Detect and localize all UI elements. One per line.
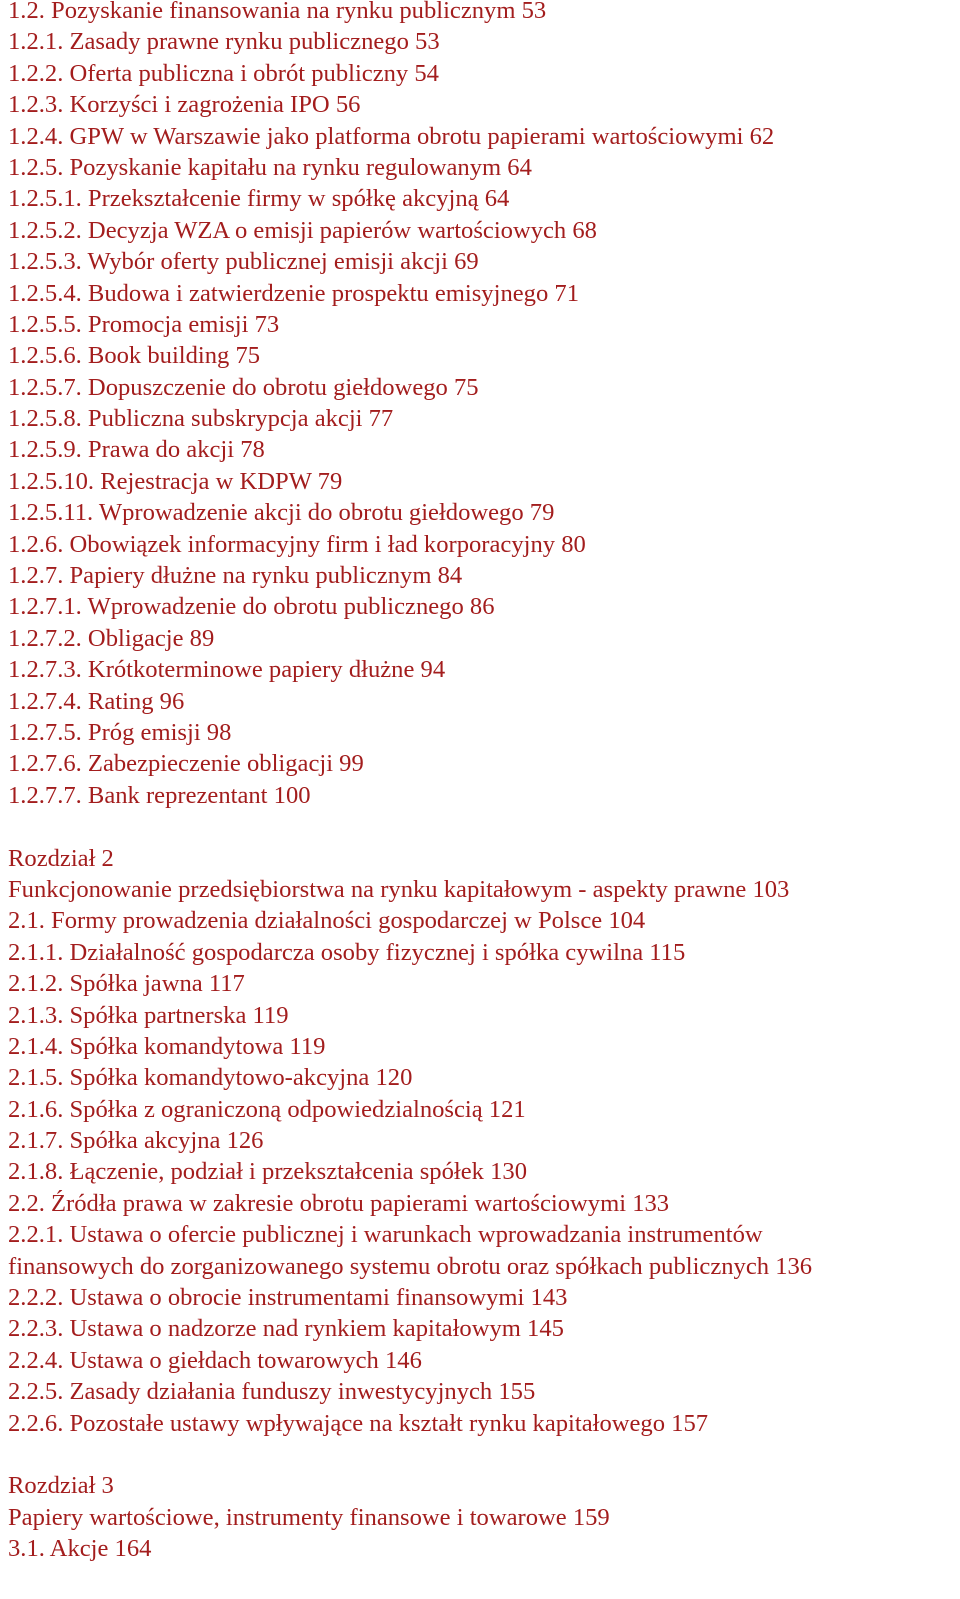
toc-entry: 1.2.7.1. Wprowadzenie do obrotu publicznego 86 [8, 593, 495, 621]
toc-entry: 2.1.8. Łączenie, podział i przekształcenia spółek 130 [8, 1158, 527, 1186]
toc-entry: 1.2.1. Zasady prawne rynku publicznego 53 [8, 28, 440, 56]
toc-entry: 1.2.4. GPW w Warszawie jako platforma obrotu papierami wartościowymi 62 [8, 122, 775, 150]
toc-entry: 1.2.5.10. Rejestracja w KDPW 79 [8, 467, 343, 495]
toc-entry: 2.1.5. Spółka komandytowo-akcyjna 120 [8, 1064, 413, 1092]
toc-entry: Papiery wartościowe, instrumenty finansowe i towarowe 159 [8, 1503, 610, 1531]
toc-entry: 2.2. Źródła prawa w zakresie obrotu papierami wartościowymi 133 [8, 1189, 670, 1217]
spacer [8, 1439, 953, 1470]
toc-entry: 2.1.3. Spółka partnerska 119 [8, 1001, 289, 1029]
toc-entry: 2.1.7. Spółka akcyjna 126 [8, 1127, 264, 1155]
toc-entry: 1.2.5.11. Wprowadzenie akcji do obrotu giełdowego 79 [8, 499, 555, 527]
toc-entry: 1.2.5.7. Dopuszczenie do obrotu giełdowego 75 [8, 373, 479, 401]
toc-entry: finansowych do zorganizowanego systemu obrotu oraz spółkach publicznych 136 [8, 1252, 813, 1280]
toc-entry: 2.2.6. Pozostałe ustawy wpływające na kształt rynku kapitałowego 157 [8, 1409, 709, 1437]
toc-entry: Rozdział 2 [8, 844, 114, 872]
toc-entry: 1.2.2. Oferta publiczna i obrót publiczny 54 [8, 59, 439, 87]
toc-entry: 1.2.5. Pozyskanie kapitału na rynku regulowanym 64 [8, 153, 532, 181]
toc-entry: 2.1.2. Spółka jawna 117 [8, 970, 245, 998]
toc-entry: 1.2.7.2. Obligacje 89 [8, 624, 215, 652]
toc-entry: 3.1. Akcje 164 [8, 1535, 152, 1563]
toc-entry: 1.2.7.6. Zabezpieczenie obligacji 99 [8, 750, 364, 778]
toc-entry: Rozdział 3 [8, 1472, 114, 1500]
toc-entry: 1.2.7.7. Bank reprezentant 100 [8, 781, 311, 809]
spacer [8, 811, 953, 842]
toc-entry: 2.1.1. Działalność gospodarcza osoby fizycznej i spółka cywilna 115 [8, 938, 686, 966]
toc-entry: 2.2.1. Ustawa o ofercie publicznej i warunkach wprowadzania instrumentów [8, 1221, 763, 1249]
toc-entry: 1.2.5.1. Przekształcenie firmy w spółkę akcyjną 64 [8, 185, 510, 213]
toc-entry: 1.2.3. Korzyści i zagrożenia IPO 56 [8, 91, 361, 119]
toc-entry: 1.2.5.8. Publiczna subskrypcja akcji 77 [8, 405, 394, 433]
toc-entry: 1.2.5.4. Budowa i zatwierdzenie prospektu emisyjnego 71 [8, 279, 579, 307]
toc-entry: 2.1.6. Spółka z ograniczoną odpowiedzialnością 121 [8, 1095, 526, 1123]
toc-entry: Funkcjonowanie przedsiębiorstwa na rynku kapitałowym - aspekty prawne 103 [8, 875, 790, 903]
toc-entry: 1.2.7.4. Rating 96 [8, 687, 185, 715]
toc-entry: 1.2.5.3. Wybór oferty publicznej emisji akcji 69 [8, 248, 479, 276]
toc-entry: 2.2.4. Ustawa o giełdach towarowych 146 [8, 1346, 422, 1374]
toc-entry: 2.1. Formy prowadzenia działalności gospodarczej w Polsce 104 [8, 907, 646, 935]
toc-entry: 2.2.3. Ustawa o nadzorze nad rynkiem kapitałowym 145 [8, 1315, 564, 1343]
toc-entry: 1.2.7. Papiery dłużne na rynku publicznym 84 [8, 562, 463, 590]
table-of-contents [8, 0, 953, 1565]
toc-entry: 1.2.5.2. Decyzja WZA o emisji papierów wartościowych 68 [8, 216, 597, 244]
toc-entry: 2.2.5. Zasady działania funduszy inwestycyjnych 155 [8, 1378, 536, 1406]
toc-entry: 1.2.5.9. Prawa do akcji 78 [8, 436, 265, 464]
toc-entry: 1.2.5.6. Book building 75 [8, 342, 261, 370]
toc-entry: 2.1.4. Spółka komandytowa 119 [8, 1032, 326, 1060]
toc-entry: 1.2.7.3. Krótkoterminowe papiery dłużne 94 [8, 656, 446, 684]
toc-entry: 1.2. Pozyskanie finansowania na rynku publicznym 53 [8, 0, 547, 24]
toc-entry: 1.2.7.5. Próg emisji 98 [8, 718, 232, 746]
toc-entry: 1.2.5.5. Promocja emisji 73 [8, 310, 280, 338]
toc-entry: 1.2.6. Obowiązek informacyjny firm i ład korporacyjny 80 [8, 530, 586, 558]
toc-entry: 2.2.2. Ustawa o obrocie instrumentami finansowymi 143 [8, 1284, 568, 1312]
